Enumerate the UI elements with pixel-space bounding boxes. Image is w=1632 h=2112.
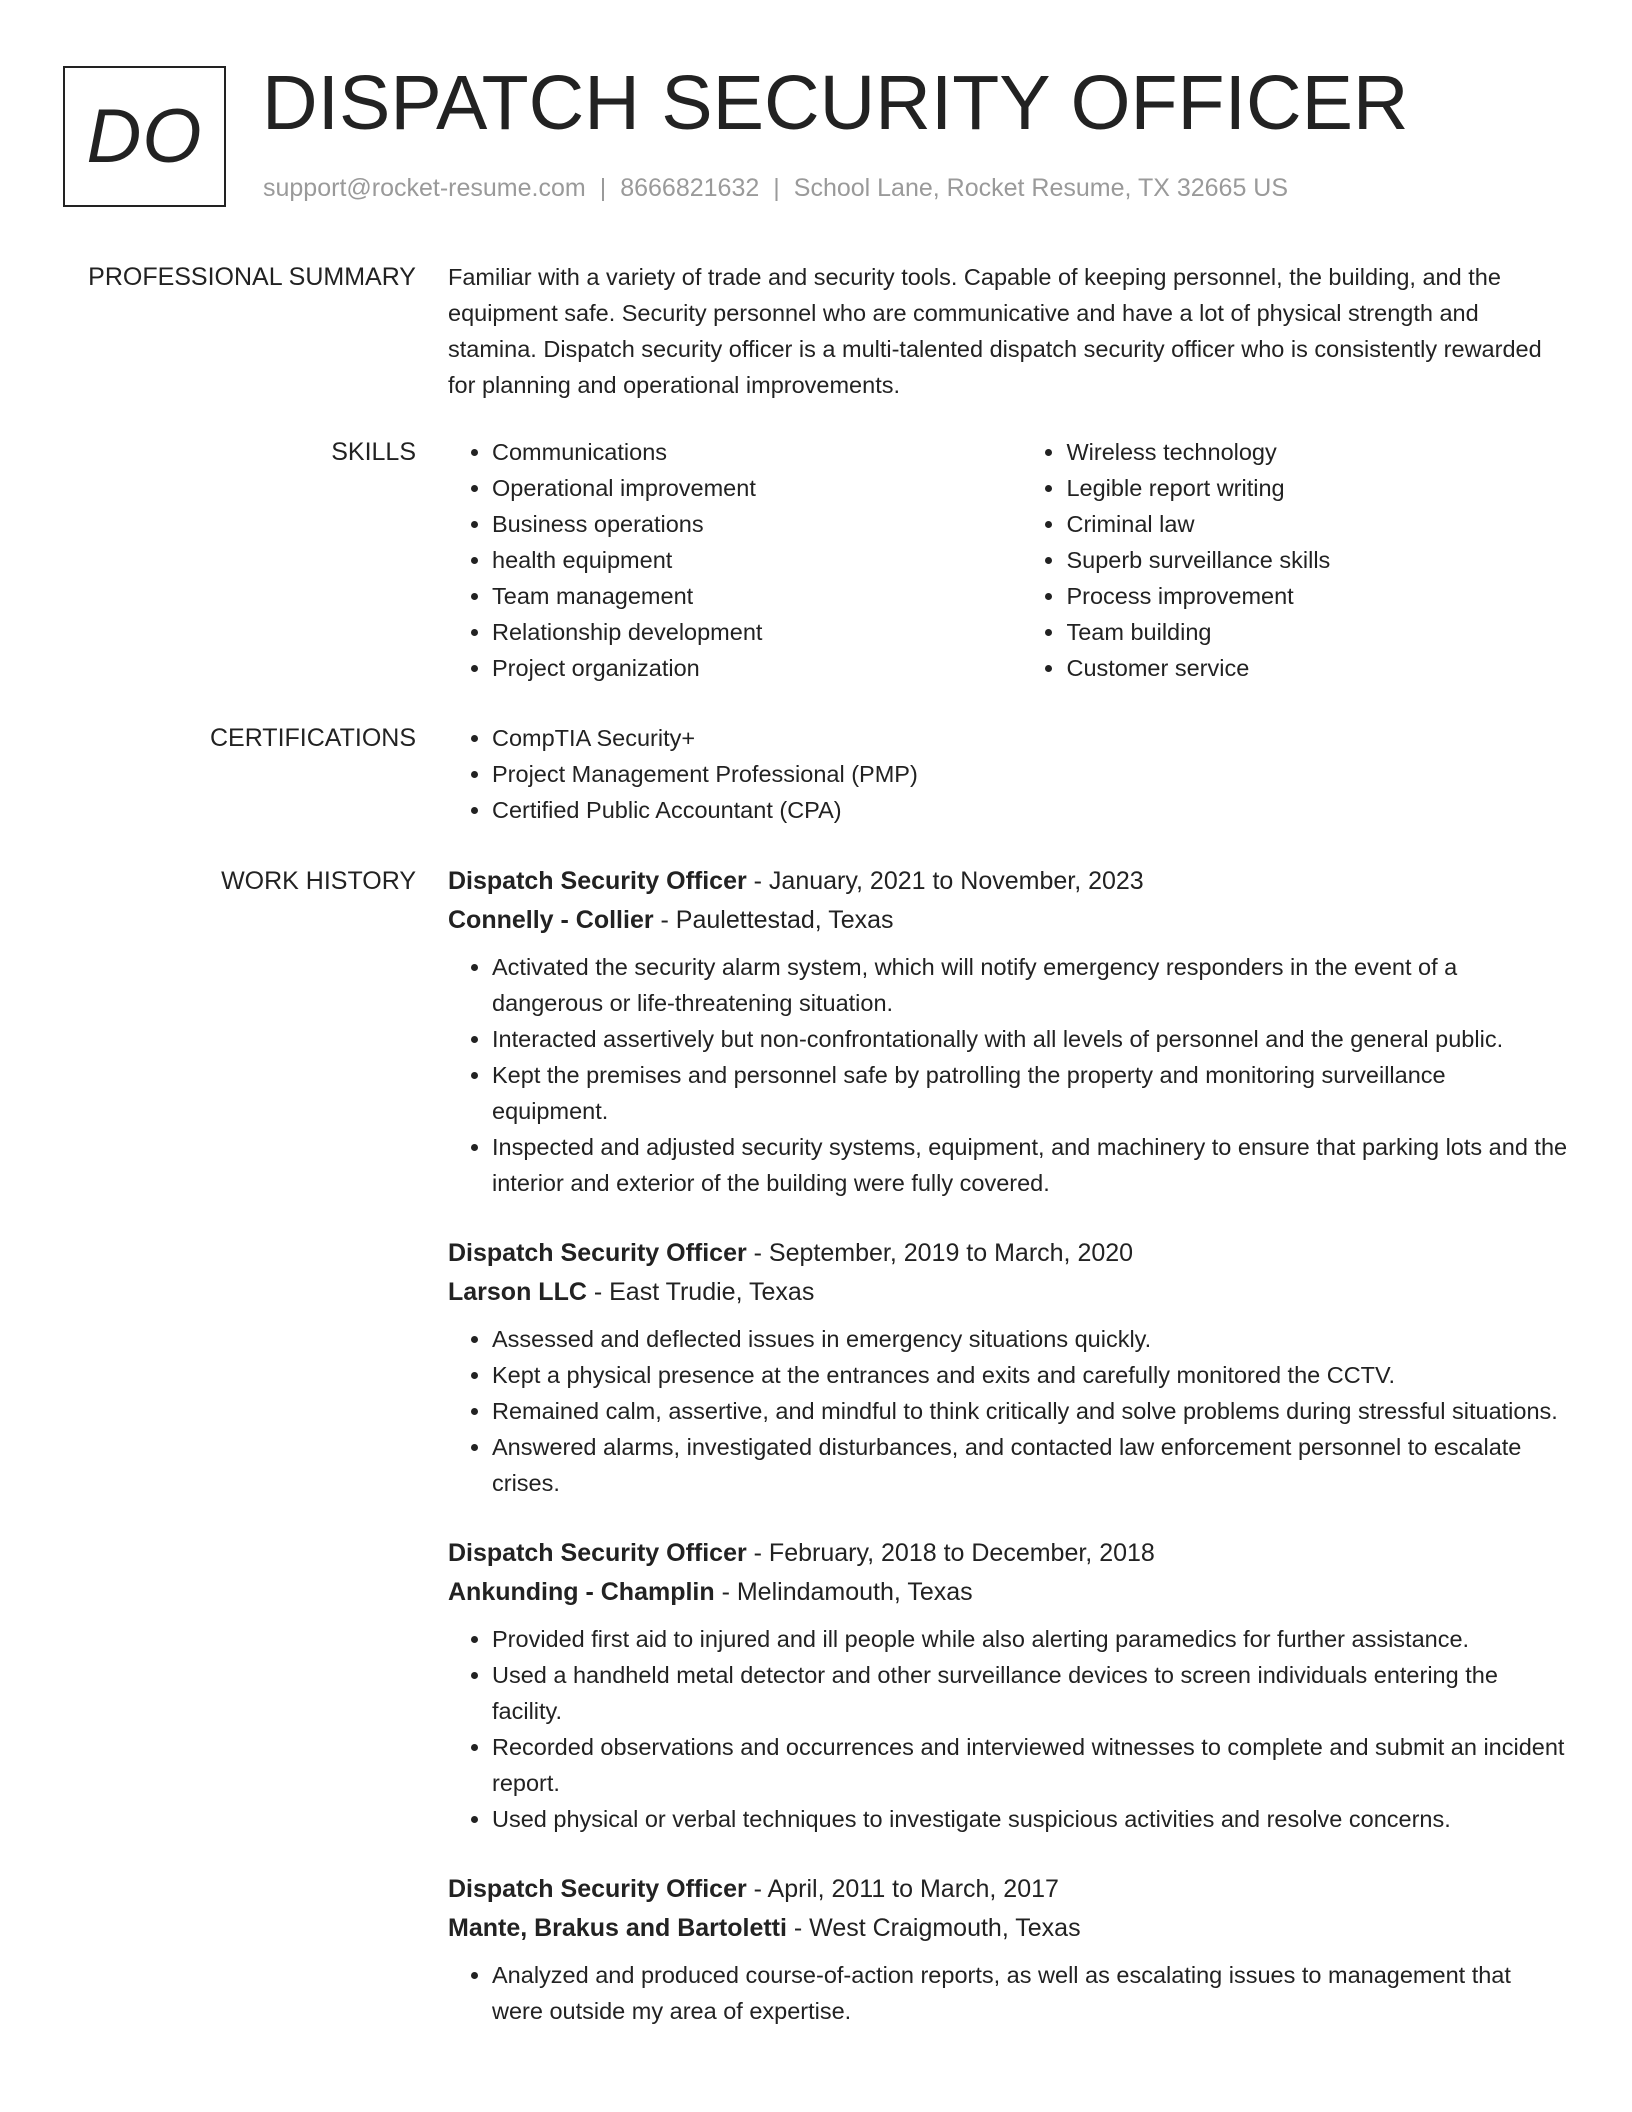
job-dates: - February, 2018 to December, 2018	[746, 1539, 1155, 1567]
initials-monogram: DO	[63, 66, 226, 207]
job-company: Mante, Brakus and Bartoletti	[448, 1914, 787, 1942]
job-company: Connelly - Collier	[448, 906, 654, 934]
skill-item: • Team management	[492, 578, 1022, 614]
work-history-heading: WORK HISTORY	[221, 867, 416, 895]
certification-item: • Project Management Professional (PMP)	[492, 756, 1568, 792]
job-duties-list	[448, 1621, 1568, 1837]
skill-item: • Legible report writing	[1066, 470, 1568, 506]
job-title-line	[448, 1233, 1568, 1273]
skill-item: • Wireless technology	[1066, 434, 1568, 470]
job-duties-list	[448, 949, 1568, 1201]
certification-item: • CompTIA Security+	[492, 720, 1568, 756]
skills-heading: SKILLS	[331, 438, 416, 466]
contact-email: support@rocket-resume.com	[263, 174, 586, 202]
certifications-list	[448, 720, 1568, 828]
job-company: Larson LLC	[448, 1278, 587, 1306]
resume-title: DISPATCH SECURITY OFFICER	[262, 60, 1409, 146]
job-title: Dispatch Security Officer	[448, 1875, 747, 1903]
job-duties-list	[448, 1957, 1568, 2029]
job-duty-item: • Activated the security alarm system, which will notify emergency responders in the event of a dangerous or life-threatening situation.	[492, 949, 1568, 1021]
job-company: Ankunding - Champlin	[448, 1578, 715, 1606]
job-dates: - January, 2021 to November, 2023	[746, 867, 1144, 895]
job-title: Dispatch Security Officer	[448, 1539, 747, 1567]
job-entry	[448, 1869, 1568, 2029]
skill-item: • Superb surveillance skills	[1066, 542, 1568, 578]
job-duty-item: • Inspected and adjusted security systems, equipment, and machinery to ensure that parking lots and the interior and exterior of the building were fully covered.	[492, 1129, 1568, 1201]
job-location: - Melindamouth, Texas	[714, 1578, 973, 1606]
job-duty-item: • Used physical or verbal techniques to investigate suspicious activities and resolve concerns.	[492, 1801, 1568, 1837]
job-duty-item: • Interacted assertively but non-confrontationally with all levels of personnel and the general public.	[492, 1021, 1568, 1057]
certifications-body	[448, 720, 1568, 828]
job-location: - West Craigmouth, Texas	[786, 1914, 1081, 1942]
job-company-line	[448, 901, 1568, 939]
skill-item: • Customer service	[1066, 650, 1568, 686]
skill-item: • health equipment	[492, 542, 1022, 578]
contact-separator: |	[773, 174, 780, 202]
job-duty-item: • Provided first aid to injured and ill people while also alerting paramedics for further assistance.	[492, 1621, 1568, 1657]
summary-text: Familiar with a variety of trade and security tools. Capable of keeping personnel, the building, and the equipment safe. Security personnel who are communicative and have a lot of physical strength and stamina. Dispatch security officer is a multi-talented dispatch security officer who is consistently rewarded for planning and operational improvements.	[448, 264, 1542, 398]
job-company-line	[448, 1573, 1568, 1611]
job-location: - Paulettestad, Texas	[653, 906, 894, 934]
skill-item: • Communications	[492, 434, 1022, 470]
contact-separator: |	[599, 174, 607, 202]
job-title-line	[448, 1869, 1568, 1909]
job-duty-item: • Answered alarms, investigated disturbances, and contacted law enforcement personnel to escalate crises.	[492, 1429, 1568, 1501]
skill-item: • Process improvement	[1066, 578, 1568, 614]
job-duty-item: • Kept the premises and personnel safe by patrolling the property and monitoring surveillance equipment.	[492, 1057, 1568, 1129]
job-company-line	[448, 1909, 1568, 1947]
work-history-body	[448, 861, 1568, 2061]
skills-columns	[448, 434, 1568, 686]
job-title-line	[448, 1533, 1568, 1573]
job-duty-item: • Analyzed and produced course-of-action reports, as well as escalating issues to management that were outside my area of expertise.	[492, 1957, 1568, 2029]
skill-item: • Project organization	[492, 650, 1022, 686]
job-title: Dispatch Security Officer	[448, 1239, 747, 1267]
job-title: Dispatch Security Officer	[448, 867, 747, 895]
job-title-line	[448, 861, 1568, 901]
job-duty-item: • Kept a physical presence at the entrances and exits and carefully monitored the CCTV.	[492, 1357, 1568, 1393]
skill-item: • Business operations	[492, 506, 1022, 542]
job-entry	[448, 861, 1568, 1201]
skills-list-left	[448, 434, 1022, 686]
job-duty-item: • Recorded observations and occurrences and interviewed witnesses to complete and submit an incident report.	[492, 1729, 1568, 1801]
contact-phone: 8666821632	[620, 174, 760, 202]
contact-address: School Lane, Rocket Resume, TX 32665 US	[793, 174, 1289, 202]
summary-body	[448, 259, 1568, 403]
job-dates: - April, 2011 to March, 2017	[746, 1875, 1059, 1903]
job-location: - East Trudie, Texas	[586, 1278, 815, 1306]
job-dates: - September, 2019 to March, 2020	[746, 1239, 1134, 1267]
job-entry	[448, 1533, 1568, 1837]
skills-list-right	[1022, 434, 1568, 686]
job-company-line	[448, 1273, 1568, 1311]
job-duty-item: • Remained calm, assertive, and mindful to think critically and solve problems during stressful situations.	[492, 1393, 1568, 1429]
skill-item: • Relationship development	[492, 614, 1022, 650]
certifications-heading: CERTIFICATIONS	[209, 724, 416, 752]
job-duties-list	[448, 1321, 1568, 1501]
skill-item: • Operational improvement	[492, 470, 1022, 506]
summary-heading: PROFESSIONAL SUMMARY	[88, 263, 416, 291]
certification-item: • Certified Public Accountant (CPA)	[492, 792, 1568, 828]
job-entry	[448, 1233, 1568, 1501]
job-duty-item: • Assessed and deflected issues in emergency situations quickly.	[492, 1321, 1568, 1357]
job-duty-item: • Used a handheld metal detector and other surveillance devices to screen individuals entering the facility.	[492, 1657, 1568, 1729]
contact-line	[263, 174, 1288, 203]
skill-item: • Criminal law	[1066, 506, 1568, 542]
skill-item: • Team building	[1066, 614, 1568, 650]
